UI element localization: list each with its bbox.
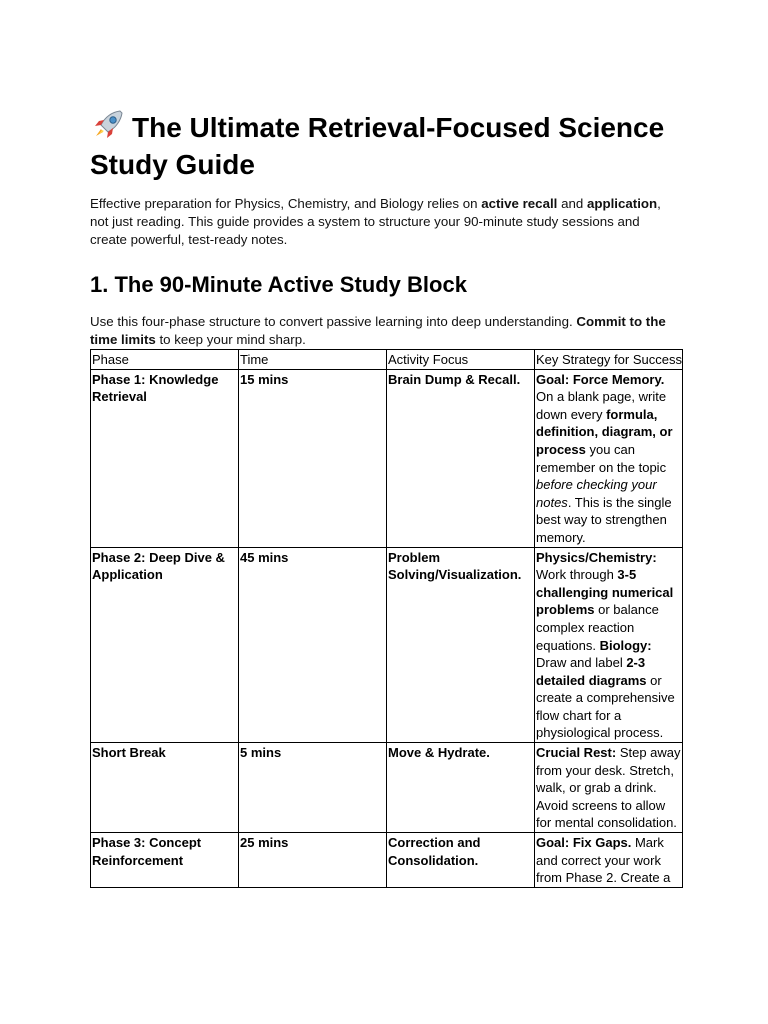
table-cell-phase xyxy=(91,369,239,547)
strategy-text: Draw and label xyxy=(536,655,627,671)
intro-bold: application xyxy=(586,196,658,211)
table-cell-phase xyxy=(91,833,239,888)
table-cell-focus xyxy=(387,743,535,833)
section-text: Use this four-phase structure to convert passive learning into deep understanding. xyxy=(90,314,577,329)
section-text: to keep your mind sharp. xyxy=(155,332,306,347)
intro-text: , not just reading. This guide provides a system to structure your 90-minute study sessions and create powerful, test-ready notes. xyxy=(90,196,661,247)
study-block-table xyxy=(90,349,683,888)
strategy-text: Work through xyxy=(536,567,618,583)
phase-label: Phase 1: Knowledge Retrieval xyxy=(92,371,219,405)
strategy-bold: Crucial Rest: xyxy=(536,745,617,761)
intro-text: and xyxy=(557,196,587,211)
phase-label: Short Break xyxy=(92,745,166,761)
phase-label: Phase 3: Concept Reinforcement xyxy=(92,835,202,868)
section-paragraph xyxy=(90,313,680,349)
focus-label: Correction and Consolidation. xyxy=(388,835,481,868)
section-heading: 1. The 90-Minute Active Study Block xyxy=(90,272,467,297)
page-title-text: The Ultimate Retrieval-Focused Science Study Guide xyxy=(90,112,665,180)
page-title xyxy=(90,108,680,183)
strategy-text: On a blank page, write down every xyxy=(536,389,667,422)
table-header-cell: Activity Focus xyxy=(387,350,535,370)
table-cell-strategy xyxy=(535,369,683,547)
table-row xyxy=(91,833,683,888)
strategy-bold: 3-5 challenging numerical problems xyxy=(536,567,674,618)
table-header-cell: Phase xyxy=(91,350,239,370)
strategy-text: Mark and correct your work from Phase 2. Create a xyxy=(536,835,671,886)
strategy-italic: before checking your notes xyxy=(536,477,657,510)
table-row xyxy=(91,369,683,547)
table-cell-time xyxy=(239,743,387,833)
table-cell-strategy xyxy=(535,547,683,743)
intro-bold: active recall xyxy=(481,196,558,211)
strategy-bold: Biology: xyxy=(599,637,652,653)
strategy-text: or balance complex reaction equations. xyxy=(536,602,659,653)
strategy-bold: Goal: Fix Gaps. xyxy=(536,835,632,851)
rocket-icon xyxy=(90,108,126,142)
time-label: 15 mins xyxy=(240,371,289,387)
table-cell-time xyxy=(239,369,387,547)
table-header-row xyxy=(91,350,683,370)
strategy-bold: Goal: Force Memory. xyxy=(536,371,665,387)
table-row xyxy=(91,547,683,743)
strategy-bold: 2-3 detailed diagrams xyxy=(536,655,647,688)
strategy-text: . This is the single best way to strengthen memory. xyxy=(536,494,672,545)
focus-label: Problem Solving/Visualization. xyxy=(388,549,522,583)
table-cell-strategy xyxy=(535,743,683,833)
focus-label: Brain Dump & Recall. xyxy=(388,371,521,387)
section-bold: Commit to the time limits xyxy=(90,314,666,347)
time-label: 45 mins xyxy=(240,549,289,565)
table-cell-focus xyxy=(387,833,535,888)
strategy-text: you can remember on the topic xyxy=(536,441,667,475)
table-cell-focus xyxy=(387,547,535,743)
table-cell-strategy xyxy=(535,833,683,888)
table-row xyxy=(91,743,683,833)
document-page xyxy=(90,108,680,888)
table-cell-time xyxy=(239,833,387,888)
strategy-bold: Physics/Chemistry: xyxy=(536,549,657,565)
intro-paragraph xyxy=(90,195,680,249)
table-cell-focus xyxy=(387,369,535,547)
strategy-bold: formula, definition, diagram, or process xyxy=(536,406,673,457)
focus-label: Move & Hydrate. xyxy=(388,745,490,761)
table-cell-phase xyxy=(91,743,239,833)
strategy-text: Step away from your desk. Stretch, walk, or grab a drink. Avoid screens to allow for mental consolidation. xyxy=(536,745,681,831)
table-cell-time xyxy=(239,547,387,743)
table-header-cell: Key Strategy for Success xyxy=(535,350,683,370)
table-header-cell: Time xyxy=(239,350,387,370)
strategy-text: or create a comprehensive flow chart for a physiological process. xyxy=(536,672,675,741)
phase-label: Phase 2: Deep Dive & Application xyxy=(92,549,225,583)
intro-text: Effective preparation for Physics, Chemistry, and Biology relies on xyxy=(90,196,482,211)
table-cell-phase xyxy=(91,547,239,743)
time-label: 25 mins xyxy=(240,835,289,851)
time-label: 5 mins xyxy=(240,745,282,761)
